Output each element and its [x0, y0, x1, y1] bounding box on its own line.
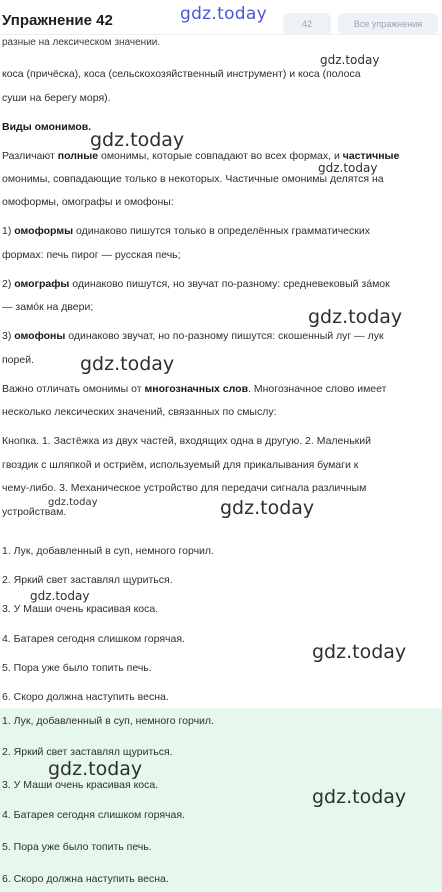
intro-line-1: коса (причёска), коса (сельскохозяйственный инструмент) и коса (полоса	[2, 68, 361, 80]
item-omoformy: 1) омоформы одинаково пишутся только в определённых грамматических	[2, 225, 370, 237]
sentence-3: 3. У Маши очень красивая коса.	[2, 603, 159, 615]
watermark: gdz.today	[30, 589, 90, 603]
sentence-4: 4. Батарея сегодня слишком горячая.	[2, 633, 185, 645]
section-heading: Виды омонимов.	[2, 121, 92, 133]
answer-sentence-6: 6. Скоро должна наступить весна.	[2, 873, 169, 885]
watermark: gdz.today	[220, 497, 315, 519]
item-omofony: 3) омофоны одинаково звучат, но по-разному пишутся: скошенный луг — лук	[2, 330, 384, 342]
sentence-1: 1. Лук, добавленный в суп, немного горчил.	[2, 545, 214, 557]
knopka-line-3: чему-либо. 3. Механическое устройство для передачи сигнала различным	[2, 482, 367, 494]
item-omoformy-line-2: формах: печь пирог — русская печь;	[2, 249, 181, 261]
types-paragraph-line-1: Различают полные омонимы, которые совпадают во всех формах, и частичные	[2, 150, 400, 162]
sentence-5: 5. Пора уже было топить печь.	[2, 662, 152, 674]
exercise-number-button[interactable]: 42	[283, 13, 331, 35]
answer-sentence-5: 5. Пора уже было топить печь.	[2, 841, 152, 853]
knopka-line-2: гвоздик с шляпкой и остриём, используемый для прикалывания бумаги к	[2, 459, 359, 471]
answer-sentence-3: 3. У Маши очень красивая коса.	[2, 779, 159, 791]
watermark: gdz.today	[48, 758, 143, 780]
knopka-line-1: Кнопка. 1. Застёжка из двух частей, входящих одна в другую. 2. Маленький	[2, 435, 371, 447]
item-omografy-line-2: — замóк на двери;	[2, 301, 94, 313]
intro-cut-text: разные на лексическом значении.	[2, 37, 161, 48]
types-paragraph-line-3: омоформы, омографы и омофоны:	[2, 196, 174, 208]
watermark: gdz.today	[320, 53, 380, 67]
site-logo[interactable]: gdz.today	[180, 4, 267, 24]
polysemy-paragraph-line-2: несколько лексических значений, связанных по смыслу:	[2, 406, 277, 418]
item-omografy: 2) омографы одинаково пишутся, но звучат по-разному: средневековый зáмок	[2, 278, 390, 290]
watermark: gdz.today	[312, 641, 407, 663]
answer-sentence-2: 2. Яркий свет заставлял щуриться.	[2, 746, 173, 758]
answer-sentence-1: 1. Лук, добавленный в суп, немного горчил.	[2, 715, 214, 727]
watermark: gdz.today	[318, 161, 378, 175]
watermark: gdz.today	[312, 786, 407, 808]
types-paragraph-line-2: омонимы, совпадающие только в некоторых. Частичные омонимы делятся на	[2, 173, 384, 185]
top-bar	[0, 0, 442, 35]
watermark: gdz.today	[90, 129, 185, 151]
answer-sentence-4: 4. Батарея сегодня слишком горячая.	[2, 809, 185, 821]
knopka-line-4: устройствам.	[2, 506, 67, 518]
item-omofony-line-2: порей.	[2, 354, 34, 366]
watermark: gdz.today	[48, 497, 98, 508]
all-exercises-button[interactable]: Все упражнения	[338, 13, 438, 35]
polysemy-paragraph: Важно отличать омонимы от многозначных слов. Многозначное слово имеет	[2, 383, 387, 395]
intro-line-2: суши на берегу моря).	[2, 92, 111, 104]
sentence-2: 2. Яркий свет заставлял щуриться.	[2, 574, 173, 586]
page-title: Упражнение 42	[2, 12, 113, 29]
sentence-6: 6. Скоро должна наступить весна.	[2, 691, 169, 703]
watermark: gdz.today	[80, 353, 175, 375]
watermark: gdz.today	[308, 306, 403, 328]
